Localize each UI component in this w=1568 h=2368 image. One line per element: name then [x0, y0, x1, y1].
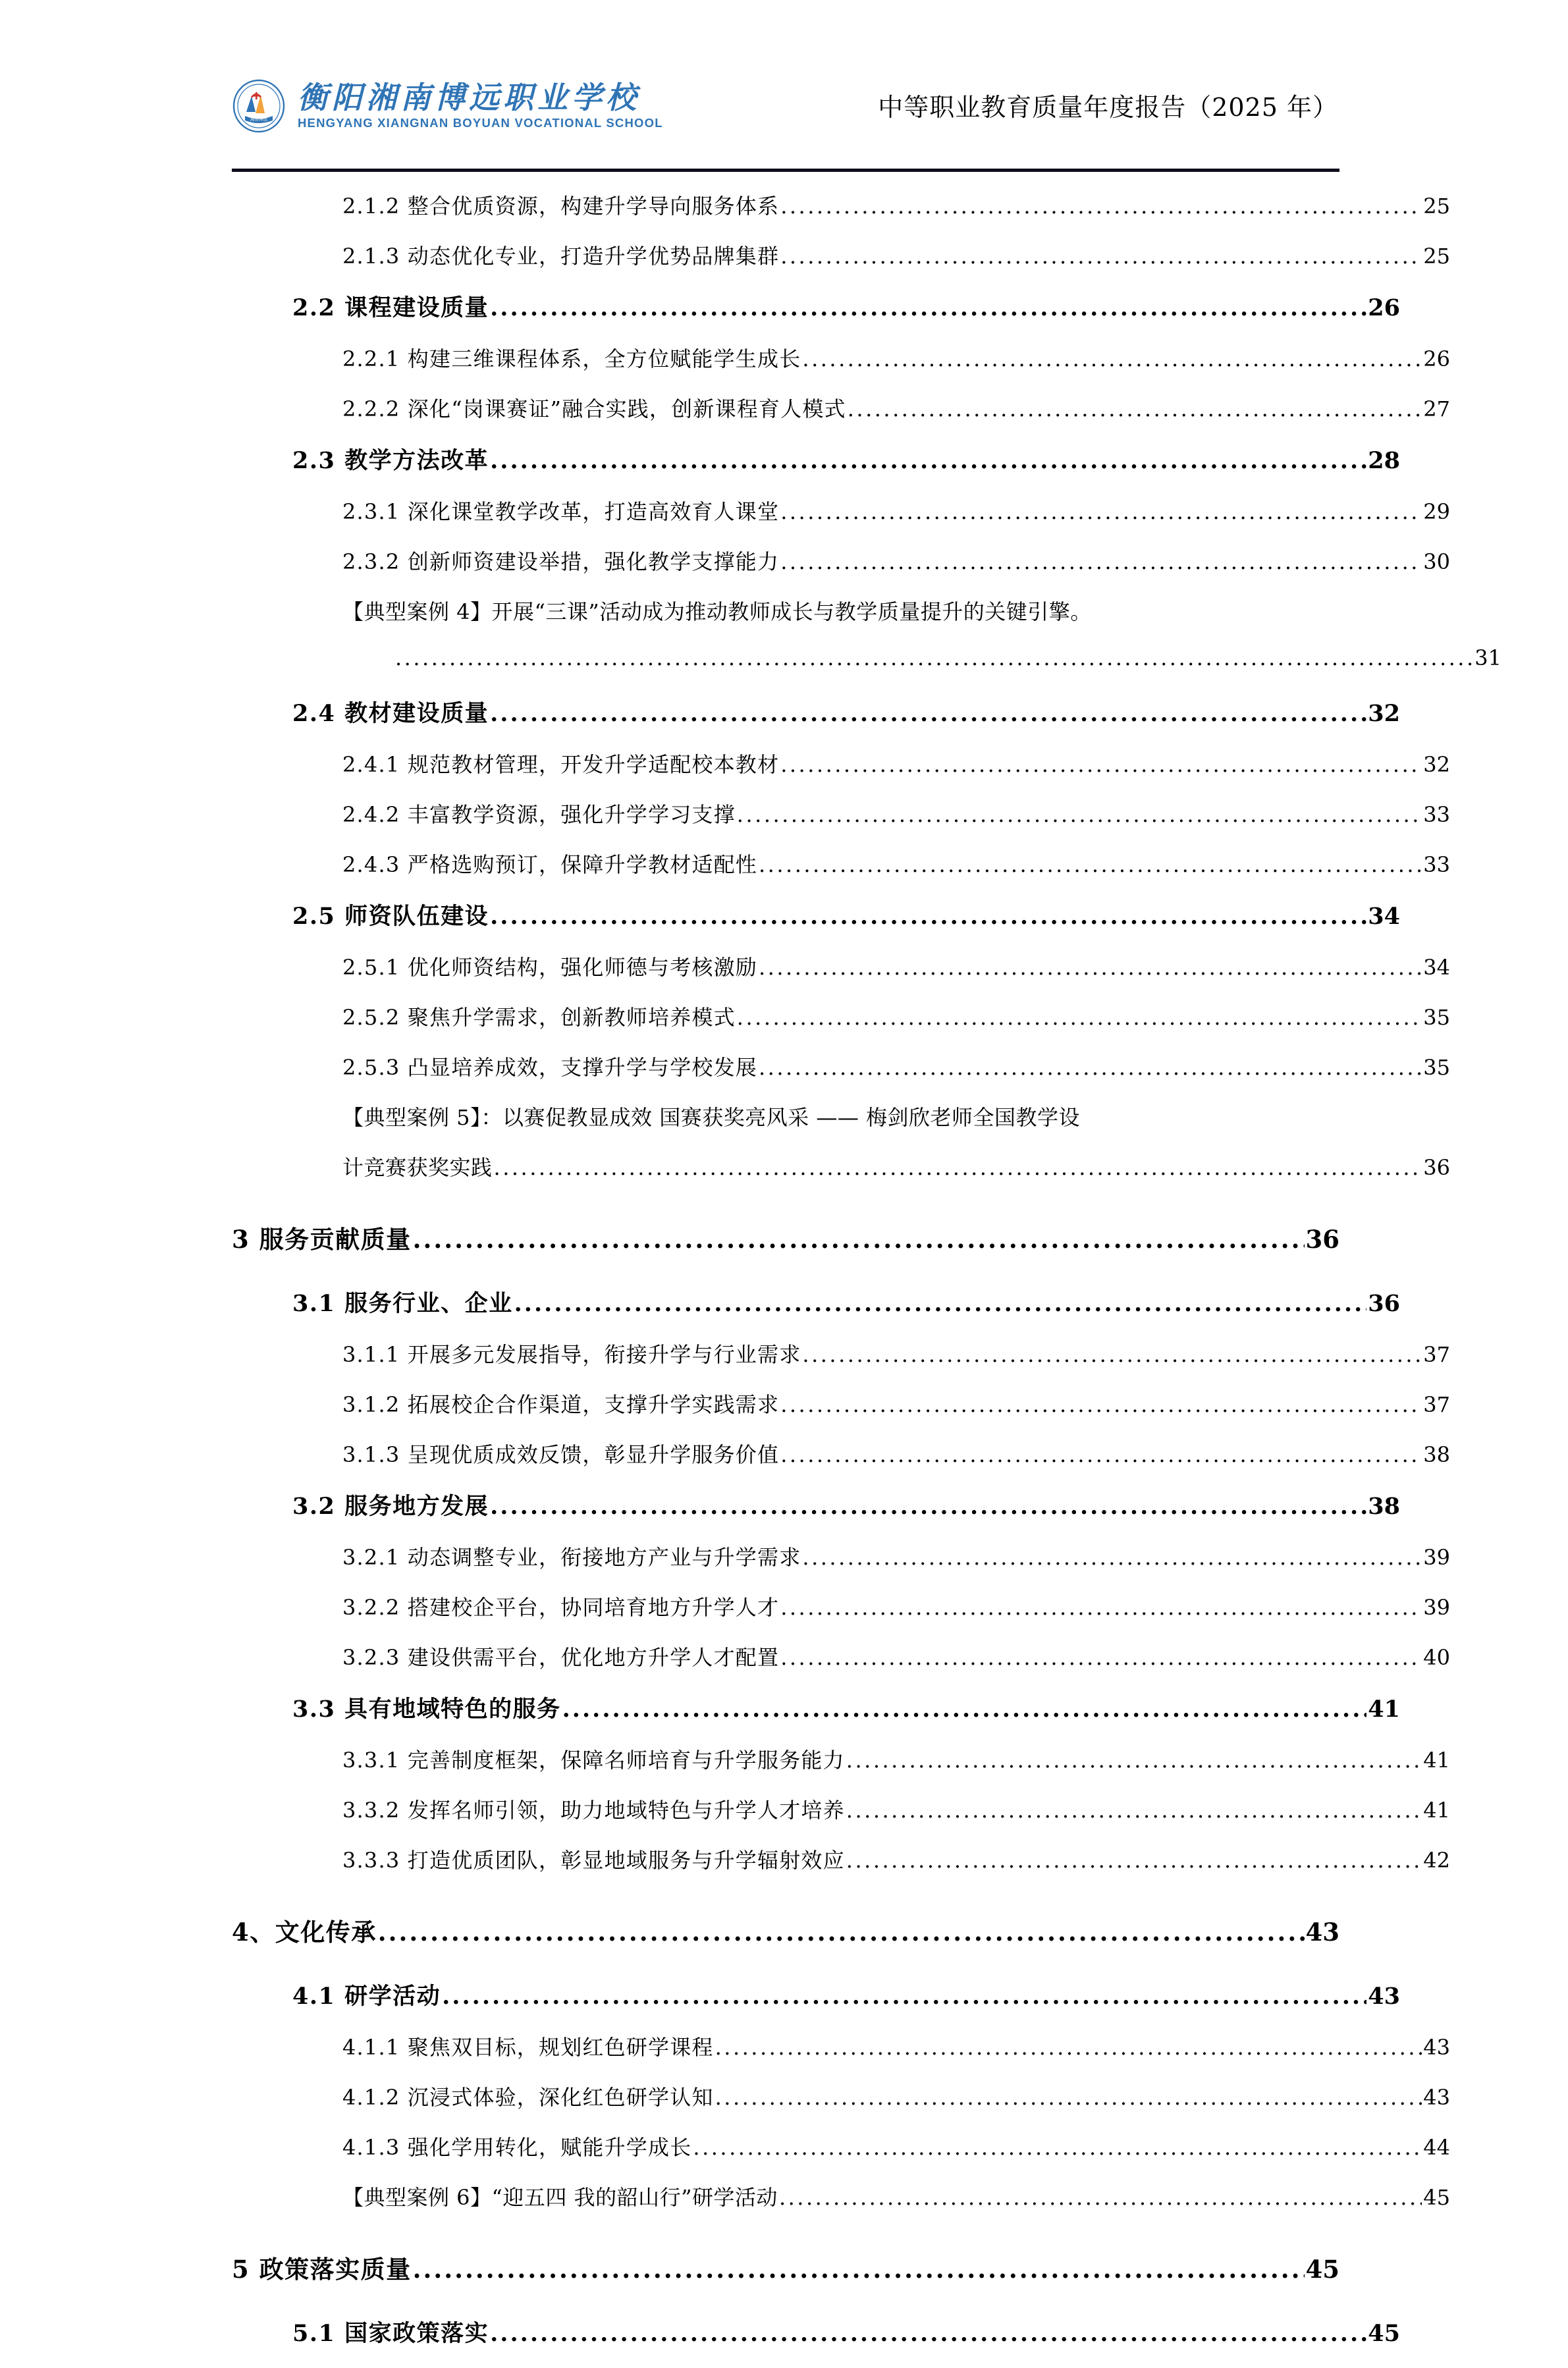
toc-entry-page: 25 — [1423, 194, 1450, 219]
toc-entry-level3[interactable] — [342, 2131, 1450, 2181]
toc-entry-level3[interactable] — [342, 848, 1450, 898]
toc-entry-page: 29 — [1423, 499, 1450, 524]
school-seal-icon — [232, 79, 286, 133]
toc-entry-page: 37 — [1423, 1392, 1450, 1417]
toc-entry-level3[interactable] — [342, 190, 1450, 240]
toc-entry-label: 【典型案例 6】“迎五四 我的韶山行”研学活动 — [342, 2185, 778, 2210]
toc-entry-label: 2.4 教材建设质量 — [292, 700, 489, 727]
toc-dot-leader — [715, 2085, 1422, 2106]
page-header — [232, 63, 1338, 149]
toc-entry-label: 2.3.1 深化课堂教学改革，打造高效育人课堂 — [342, 499, 780, 524]
toc-entry-case-text[interactable]: 【典型案例 5】：以赛促教显成效 国赛获奖亮风采 —— 梅剑欣老师全国教学设 — [342, 1105, 1081, 1130]
toc-entry-level3[interactable] — [342, 1051, 1450, 1101]
toc-entry-label: 2.3.2 创新师资建设举措，强化教学支撑能力 — [342, 549, 780, 574]
spacer — [232, 1969, 1339, 1978]
toc-dot-leader — [490, 2320, 1366, 2343]
school-name-en: HENGYANG XIANGNAN BOYUAN VOCATIONAL SCHOOL — [298, 116, 663, 130]
toc-entry-case[interactable] — [342, 2181, 1450, 2231]
toc-entry-page: 38 — [1423, 1442, 1450, 1467]
spacer — [232, 2306, 1339, 2315]
toc-dot-leader — [780, 549, 1422, 570]
toc-entry-page: 36 — [1368, 1290, 1400, 1317]
toc-entry-label: 2.2.2 深化“岗课赛证”融合实践，创新课程育人模式 — [342, 396, 846, 421]
toc-entry-page: 45 — [1368, 2320, 1400, 2347]
toc-entry-label: 4.1.3 强化学用转化，赋能升学成长 — [342, 2135, 692, 2160]
toc-dot-leader — [779, 2185, 1422, 2206]
school-name-cn: 衡阳湘南博远职业学校 — [298, 80, 640, 116]
toc-entry-page: 40 — [1423, 1645, 1450, 1670]
toc-dot-leader — [759, 955, 1422, 976]
toc-entry-page: 34 — [1368, 903, 1400, 930]
toc-entry-label: 3.3.1 完善制度框架，保障名师培育与升学服务能力 — [342, 1748, 845, 1773]
toc-entry-label: 5 政策落实质量 — [232, 2255, 412, 2284]
toc-entry-case-text[interactable]: 【典型案例 4】开展“三课”活动成为推动教师成长与教学质量提升的关键引擎。 — [342, 599, 1092, 624]
toc-entry-page: 37 — [1423, 1342, 1450, 1367]
toc-entry-level1[interactable] — [232, 1220, 1339, 1276]
toc-dot-leader — [802, 1342, 1422, 1363]
toc-entry-page: 28 — [1368, 447, 1400, 474]
toc-entry-level3[interactable] — [342, 342, 1450, 392]
toc-entry-label: 2.1.2 整合优质资源，构建升学导向服务体系 — [342, 194, 780, 219]
toc-entry-label: 4.1 研学活动 — [292, 1983, 441, 2010]
toc-entry-level3[interactable] — [342, 1388, 1450, 1438]
spacer — [232, 1276, 1339, 1285]
toc-entry-level3[interactable] — [342, 2081, 1450, 2131]
toc-entry-label: 3.3 具有地域特色的服务 — [292, 1696, 561, 1723]
toc-entry-page: 26 — [1368, 294, 1400, 321]
toc-entry-page: 42 — [1423, 1848, 1450, 1873]
toc-dot-leader — [490, 700, 1366, 723]
toc-entry-label: 4、文化传承 — [232, 1918, 377, 1947]
toc-entry-page: 41 — [1423, 1748, 1450, 1773]
toc-dot-leader — [490, 903, 1366, 926]
toc-entry-page: 36 — [1423, 1155, 1450, 1180]
toc-entry-level2[interactable] — [292, 1285, 1400, 1338]
toc-entry-case-continuation[interactable] — [394, 645, 1501, 695]
toc-dot-leader — [780, 752, 1422, 773]
toc-entry-page: 34 — [1423, 955, 1450, 980]
header-divider — [232, 169, 1339, 172]
toc-entry-level3[interactable] — [342, 1338, 1450, 1388]
toc-entry-label: 2.4.1 规范教材管理，开发升学适配校本教材 — [342, 752, 780, 777]
toc-entry-label: 2.1.3 动态优化专业，打造升学优势品牌集群 — [342, 244, 780, 269]
toc-entry-level3[interactable] — [342, 545, 1450, 595]
toc-entry-level2[interactable] — [292, 290, 1400, 342]
toc-entry-label: 计竞赛获奖实践 — [342, 1155, 493, 1180]
toc-dot-leader — [848, 396, 1422, 417]
toc-entry-case-line2[interactable] — [342, 1151, 1450, 1201]
toc-dot-leader — [413, 1225, 1305, 1249]
toc-dot-leader — [780, 194, 1422, 215]
toc-dot-leader — [490, 447, 1366, 470]
toc-entry-page: 44 — [1423, 2135, 1450, 2160]
toc-entry-page: 39 — [1423, 1545, 1450, 1570]
toc-dot-leader — [846, 1798, 1422, 1819]
toc-entry-page: 43 — [1305, 1918, 1339, 1947]
toc-entry-page: 33 — [1423, 852, 1450, 877]
toc-dot-leader — [442, 1983, 1366, 2006]
toc-dot-leader — [780, 499, 1422, 520]
toc-dot-leader — [395, 645, 1473, 666]
toc-entry-level3[interactable] — [342, 951, 1450, 1001]
toc-dot-leader — [378, 1918, 1305, 1942]
toc-entry-page: 32 — [1423, 752, 1450, 777]
toc-entry-label: 3.3.3 打造优质团队，彰显地域服务与升学辐射效应 — [342, 1848, 845, 1873]
toc-dot-leader — [780, 244, 1422, 265]
toc-entry-label: 2.5.2 聚焦升学需求，创新教师培养模式 — [342, 1005, 736, 1030]
toc-entry-page: 35 — [1423, 1055, 1450, 1080]
toc-entry-level3[interactable] — [342, 240, 1450, 290]
toc-entry-level2[interactable] — [292, 898, 1400, 951]
toc-entry-label: 3.1.3 呈现优质成效反馈，彰显升学服务价值 — [342, 1442, 780, 1467]
toc-entry-label: 3.2.3 建设供需平台，优化地方升学人才配置 — [342, 1645, 780, 1670]
toc-dot-leader — [759, 852, 1422, 873]
toc-entry-label: 2.5 师资队伍建设 — [292, 903, 489, 930]
toc-entry-level1[interactable] — [232, 1912, 1339, 1969]
toc-entry-label: 3 服务贡献质量 — [232, 1225, 412, 1254]
spacer — [232, 2231, 1339, 2249]
toc-entry-label: 3.3.2 发挥名师引领，助力地域特色与升学人才培养 — [342, 1798, 845, 1823]
toc-entry-label: 2.4.2 丰富教学资源，强化升学学习支撑 — [342, 802, 736, 827]
spacer — [232, 1894, 1339, 1912]
svg-text:湘南博远: 湘南博远 — [250, 117, 267, 122]
toc-dot-leader — [715, 2035, 1422, 2056]
toc-dot-leader — [846, 1848, 1422, 1869]
toc-entry-label: 3.2.2 搭建校企平台，协同培育地方升学人才 — [342, 1595, 780, 1620]
toc-entry-page: 26 — [1423, 346, 1450, 371]
school-logo — [232, 79, 663, 133]
toc-entry-level2[interactable] — [292, 1691, 1400, 1744]
toc-dot-leader — [759, 1055, 1422, 1076]
toc-dot-leader — [494, 1155, 1422, 1176]
toc-entry-page: 43 — [1423, 2035, 1450, 2060]
toc-dot-leader — [780, 1442, 1422, 1463]
toc-dot-leader — [802, 1545, 1422, 1566]
toc-entry-level2[interactable] — [292, 1978, 1400, 2031]
toc-entry-label: 2.5.3 凸显培养成效，支撑升学与学校发展 — [342, 1055, 757, 1080]
toc-entry-label: 3.1 服务行业、企业 — [292, 1290, 513, 1317]
toc-entry-level3[interactable] — [342, 392, 1450, 443]
toc-entry-level3[interactable] — [342, 2031, 1450, 2081]
toc-dot-leader — [413, 2255, 1305, 2279]
toc-dot-leader — [780, 1595, 1422, 1616]
toc-dot-leader — [802, 346, 1422, 367]
toc-dot-leader — [780, 1645, 1422, 1666]
toc-entry-level2[interactable] — [292, 695, 1400, 748]
toc-entry-page: 39 — [1423, 1595, 1450, 1620]
school-wordmark — [298, 82, 663, 130]
toc-entry-page: 35 — [1423, 1005, 1450, 1030]
toc-entry-page: 27 — [1423, 396, 1450, 421]
toc-dot-leader — [737, 1005, 1422, 1026]
toc-entry-level3[interactable] — [342, 1744, 1450, 1794]
toc-entry-level3[interactable] — [342, 748, 1450, 798]
toc-dot-leader — [780, 1392, 1422, 1413]
toc-entry-level3[interactable] — [342, 1591, 1450, 1641]
toc-entry-page: 41 — [1368, 1696, 1400, 1723]
toc-entry-label: 2.4.3 严格选购预订，保障升学教材适配性 — [342, 852, 757, 877]
toc-entry-level1[interactable] — [232, 2249, 1339, 2306]
toc-entry-label: 2.2 课程建设质量 — [292, 294, 489, 321]
toc-dot-leader — [737, 802, 1422, 823]
toc-entry-level3[interactable] — [342, 495, 1450, 545]
toc-entry-level3[interactable] — [342, 1844, 1450, 1894]
toc-entry-page: 31 — [1474, 645, 1501, 670]
toc-entry-level2[interactable] — [292, 443, 1400, 495]
toc-entry-page: 43 — [1423, 2085, 1450, 2110]
toc-dot-leader — [846, 1748, 1422, 1769]
toc-entry-label: 3.1.1 开展多元发展指导，衔接升学与行业需求 — [342, 1342, 801, 1367]
toc-entry-level3[interactable] — [342, 1794, 1450, 1844]
toc-entry-page: 43 — [1368, 1983, 1400, 2010]
toc-dot-leader — [490, 1493, 1366, 1516]
toc-dot-leader — [490, 294, 1366, 317]
toc-entry-label: 5.1 国家政策落实 — [292, 2320, 489, 2347]
toc-entry-page: 30 — [1423, 549, 1450, 574]
toc-entry-label: 2.3 教学方法改革 — [292, 447, 489, 474]
toc-entry-label: 3.1.2 拓展校企合作渠道，支撑升学实践需求 — [342, 1392, 780, 1417]
toc-entry-page: 45 — [1423, 2185, 1450, 2210]
toc-entry-level3[interactable] — [342, 1541, 1450, 1591]
toc-entry-level3[interactable] — [342, 798, 1450, 848]
toc-entry-label: 3.2 服务地方发展 — [292, 1493, 489, 1520]
toc-dot-leader — [514, 1290, 1367, 1313]
toc-entry-page: 25 — [1423, 244, 1450, 269]
report-title: 中等职业教育质量年度报告（2025 年） — [878, 92, 1338, 122]
toc-entry-label: 4.1.2 沉浸式体验，深化红色研学认知 — [342, 2085, 714, 2110]
table-of-contents — [232, 190, 1501, 2368]
toc-entry-label: 4.1.1 聚焦双目标，规划红色研学课程 — [342, 2035, 714, 2060]
toc-entry-label: 2.5.1 优化师资结构，强化师德与考核激励 — [342, 955, 757, 980]
toc-entry-page: 32 — [1368, 700, 1400, 727]
toc-entry-label: 2.2.1 构建三维课程体系，全方位赋能学生成长 — [342, 346, 801, 371]
toc-entry-label: 3.2.1 动态调整专业，衔接地方产业与升学需求 — [342, 1545, 801, 1570]
toc-entry-page: 33 — [1423, 802, 1450, 827]
toc-entry-page: 36 — [1305, 1225, 1339, 1254]
spacer — [232, 1201, 1339, 1220]
toc-entry-page: 38 — [1368, 1493, 1400, 1520]
toc-entry-page: 41 — [1423, 1798, 1450, 1823]
toc-entry-level2[interactable] — [292, 1488, 1400, 1541]
toc-dot-leader — [693, 2135, 1422, 2156]
toc-entry-level3[interactable] — [342, 1438, 1450, 1488]
toc-entry-page: 45 — [1305, 2255, 1339, 2284]
toc-entry-level2[interactable] — [292, 2315, 1400, 2368]
toc-entry-level3[interactable] — [342, 1001, 1450, 1051]
toc-dot-leader — [562, 1696, 1367, 1719]
toc-entry-level3[interactable] — [342, 1641, 1450, 1691]
